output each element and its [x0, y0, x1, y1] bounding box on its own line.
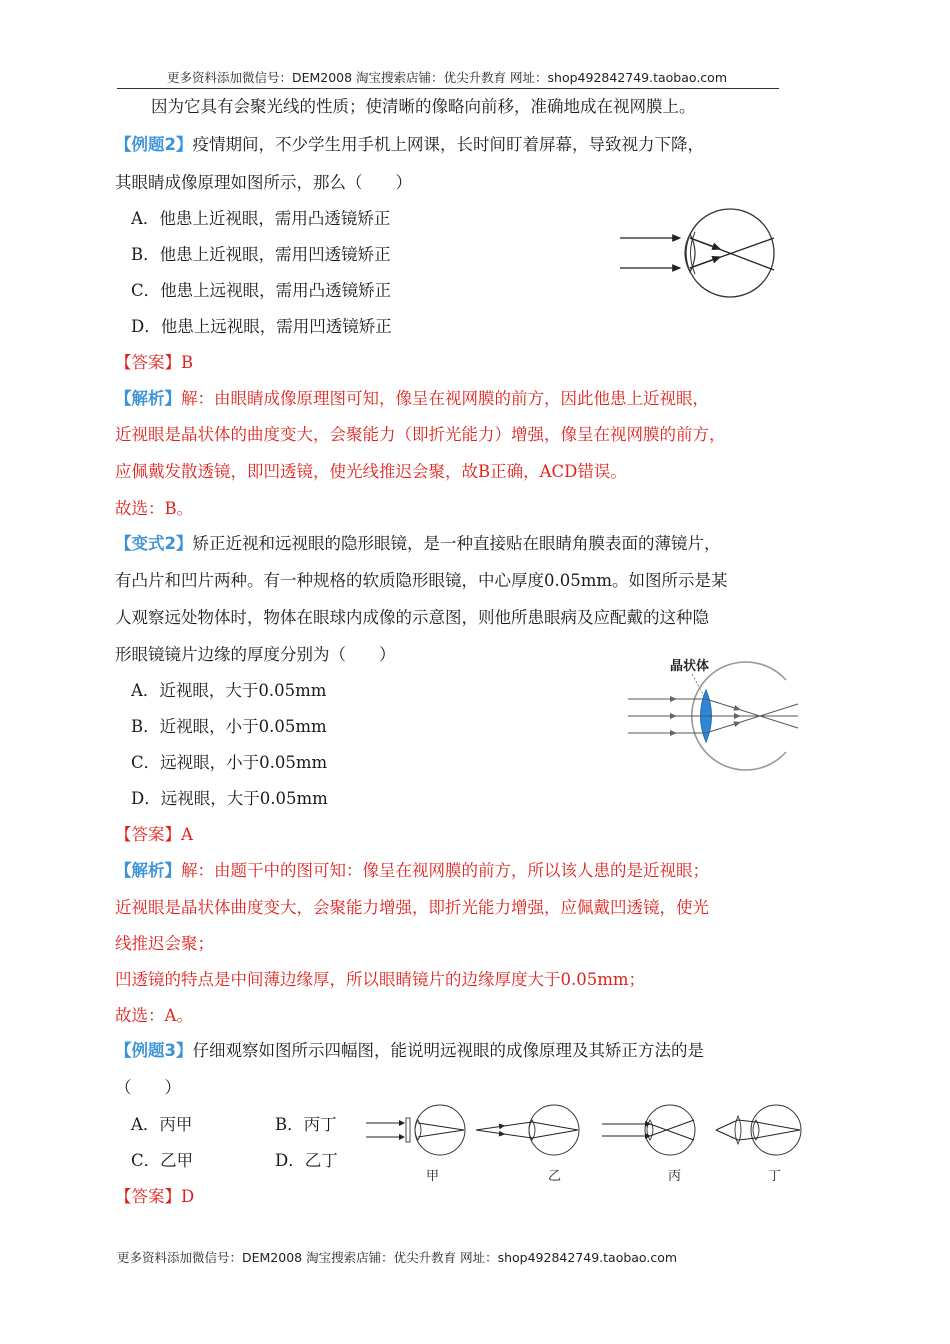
- var2-answer-tag: 【答案】: [115, 825, 181, 844]
- lens-label: 晶状体: [670, 659, 710, 674]
- figure-ding: [716, 1105, 801, 1184]
- ex2-option-c: C．他患上远视眼，需用凸透镜矫正: [131, 281, 392, 300]
- var2-choice: 故选：A。: [115, 1006, 193, 1025]
- var2-option-c: C．远视眼，小于0.05mm: [131, 753, 328, 772]
- page-footer: 更多资料添加微信号：DEM2008 淘宝搜索店铺：优尖升教育 网址：shop492842749.taobao.com: [117, 1250, 678, 1265]
- ex2-option-b: B．他患上近视眼，需用凹透镜矫正: [131, 245, 391, 264]
- ex2-answer: [115, 352, 193, 374]
- ex2-analysis-line-1: [115, 388, 709, 410]
- ex3-four-figures: [362, 1100, 808, 1190]
- label-jia: 甲: [426, 1169, 440, 1184]
- var2-option-a: A．近视眼，大于0.05mm: [131, 681, 327, 700]
- var2-option-d: D．远视眼，大于0.05mm: [131, 789, 328, 808]
- figure-jia: [366, 1105, 465, 1184]
- intro-line: 因为它具有会聚光线的性质；使清晰的像略向前移，准确地成在视网膜上。: [151, 97, 696, 116]
- ex2-option-d: D．他患上远视眼，需用凹透镜矫正: [131, 317, 392, 336]
- ex2-analysis-line-3: 应佩戴发散透镜，即凹透镜，使光线推迟会聚，故B正确，ACD错误。: [115, 462, 627, 481]
- ex2-q1: 疫情期间，不少学生用手机上网课，长时间盯着屏幕，导致视力下降，: [192, 135, 704, 154]
- ex3-answer-value: D: [181, 1187, 195, 1206]
- var2-answer-value: A: [181, 825, 193, 844]
- var2-q1: 矫正近视和远视眼的隐形眼镜，是一种直接贴在眼睛角膜表面的薄镜片，: [192, 534, 721, 553]
- ex2-answer-tag: 【答案】: [115, 353, 181, 372]
- ex2-eye-figure: [620, 204, 780, 304]
- label-yi: 乙: [548, 1169, 562, 1184]
- label-ding: 丁: [768, 1169, 782, 1184]
- ex3-option-c: C．乙甲: [131, 1151, 194, 1170]
- ex2-analysis-line-2: 近视眼是晶状体的曲度变大，会聚能力（即折光能力）增强，像呈在视网膜的前方，: [115, 425, 726, 444]
- page-header: 更多资料添加微信号：DEM2008 淘宝搜索店铺：优尖升教育 网址：shop492842749.taobao.com: [166, 70, 728, 85]
- ex2-choice: 故选：B。: [115, 499, 194, 518]
- var2-tag: 【变式2】: [115, 534, 193, 553]
- var2-question-line-1: [115, 533, 720, 555]
- var2-option-b: B．近视眼，小于0.05mm: [131, 717, 327, 736]
- ex2-option-a: A．他患上近视眼，需用凸透镜矫正: [131, 209, 391, 228]
- ex3-question-line-1: [115, 1040, 704, 1062]
- ex2-analysis-tag: 【解析】: [115, 389, 181, 408]
- ex3-answer: [115, 1186, 194, 1208]
- figure-yi: [476, 1105, 579, 1184]
- ex3-answer-tag: 【答案】: [115, 1187, 181, 1206]
- ex3-question-line-2: （ ）: [115, 1078, 181, 1097]
- ex3-q1: 仔细观察如图所示四幅图，能说明远视眼的成像原理及其矫正方法的是: [192, 1041, 704, 1060]
- ex3-option-b: B．丙丁: [275, 1115, 337, 1134]
- ex3-tag: 【例题3】: [115, 1041, 193, 1060]
- header-divider: [117, 88, 779, 89]
- ex2-question-line-1: [115, 134, 704, 156]
- var2-question-line-3: 人观察远处物体时，物体在眼球内成像的示意图，则他所患眼病及应配戴的这种隐: [115, 608, 709, 627]
- ex2-a1: 解：由眼睛成像原理图可知，像呈在视网膜的前方，因此他患上近视眼，: [181, 389, 709, 408]
- ex3-option-a: A．丙甲: [131, 1115, 193, 1134]
- ex3-option-d: D．乙丁: [275, 1151, 338, 1170]
- var2-analysis-line-1: [115, 860, 709, 882]
- var2-question-line-2: 有凸片和凹片两种。有一种规格的软质隐形眼镜，中心厚度0.05mm。如图所示是某: [115, 571, 728, 590]
- ex2-tag: 【例题2】: [115, 135, 193, 154]
- var2-answer: [115, 824, 193, 846]
- var2-question-line-4: 形眼镜镜片边缘的厚度分别为（ ）: [115, 645, 396, 664]
- ex2-question-line-2: 其眼睛成像原理如图所示，那么（ ）: [115, 173, 412, 192]
- var2-analysis-line-4: 凹透镜的特点是中间薄边缘厚，所以眼睛镜片的边缘厚度大于0.05mm；: [115, 970, 646, 989]
- var2-a1: 解：由题干中的图可知：像呈在视网膜的前方，所以该人患的是近视眼；: [181, 861, 709, 880]
- var2-analysis-line-2: 近视眼是晶状体曲度变大，会聚能力增强，即折光能力增强，应佩戴凹透镜，使光: [115, 898, 709, 917]
- var2-analysis-line-3: 线推迟会聚；: [115, 934, 214, 953]
- var2-analysis-tag: 【解析】: [115, 861, 181, 880]
- label-bing: 丙: [668, 1169, 682, 1184]
- var2-eye-figure: [626, 652, 802, 776]
- ex2-answer-value: B: [181, 353, 194, 372]
- figure-bing: [602, 1105, 695, 1184]
